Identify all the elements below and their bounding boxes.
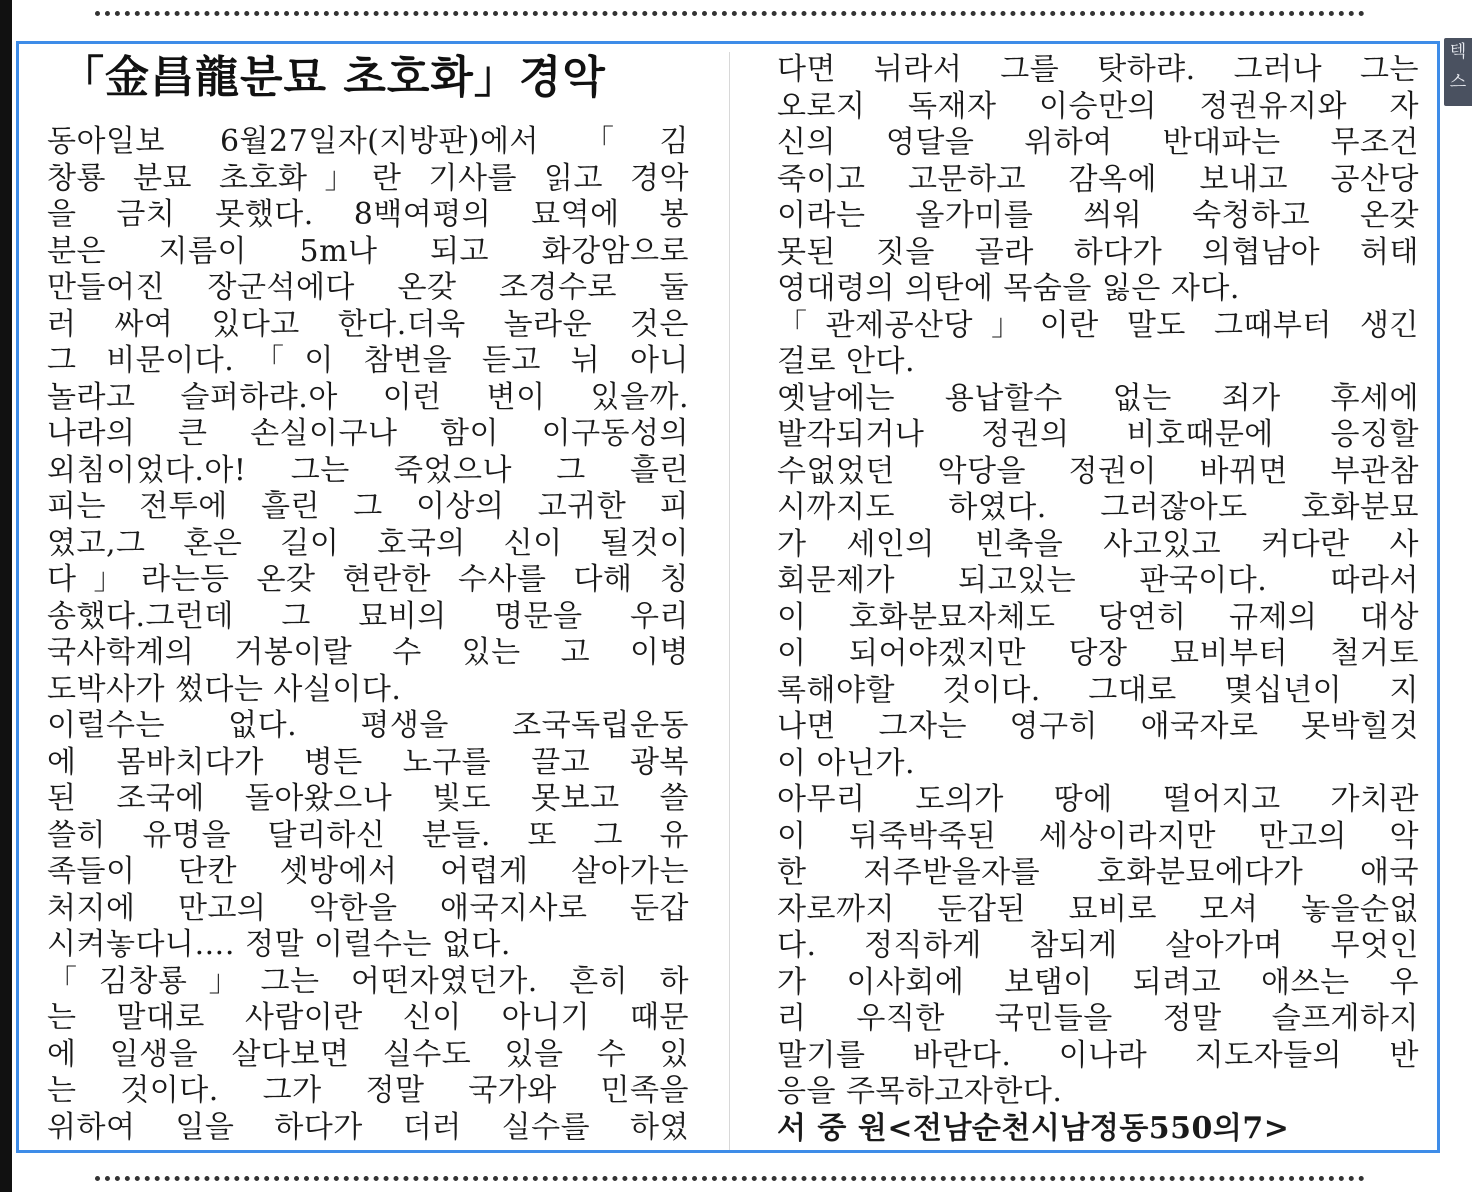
text-line: 신의 영달을 위하여 반대파는 무조건 — [777, 125, 1419, 160]
text-line: 영대령의 의탄에 목숨을 잃은 자다. — [777, 271, 1240, 306]
side-tab-char-2: 스 — [1449, 72, 1467, 92]
side-text-tab[interactable] — [1444, 38, 1472, 106]
text-line: 나라의 큰 손실이구나 함이 이구동성의 — [47, 416, 689, 451]
text-line: 아무리 도의가 땅에 떨어지고 가치관 — [777, 782, 1419, 817]
text-line: 나면 그자는 영구히 애국자로 못박힐것 — [777, 709, 1419, 744]
text-line: 록해야할 것이다. 그대로 몇십년이 지 — [777, 672, 1419, 708]
text-line: 이 뒤죽박죽된 세상이라지만 만고의 악 — [777, 818, 1419, 854]
text-line: 국사학계의 거봉이랄 수 있는 고 이병 — [47, 635, 689, 670]
text-line: 죽이고 고문하고 감옥에 보내고 공산당 — [777, 161, 1419, 197]
text-line: 다. 정직하게 참되게 살아가며 무엇인 — [777, 928, 1419, 963]
text-line: 에 몸바치다가 병든 노구를 끌고 광복 — [47, 744, 689, 780]
text-line: 응을 주목하고자한다. — [777, 1074, 1063, 1109]
text-line: 다면 뉘라서 그를 탓하랴. 그러나 그는 — [777, 52, 1419, 87]
column-divider — [729, 52, 730, 1150]
text-line: 「관제공산당」이란 말도 그때부터 생긴 — [777, 307, 1419, 343]
text-line: 에 일생을 살다보면 실수도 있을 수 있 — [47, 1036, 689, 1072]
text-line: 이라는 올가미를 씌워 숙청하고 온갖 — [777, 198, 1419, 233]
text-line: 옛날에는 용납할수 없는 죄가 후세에 — [777, 380, 1419, 416]
text-line: 이 호화분묘자체도 당연히 규제의 대상 — [777, 599, 1419, 635]
text-line: 족들이 단칸 셋방에서 어렵게 살아가는 — [47, 854, 689, 889]
text-line: 발각되거나 정권의 비호때문에 응징할 — [777, 417, 1419, 452]
text-line: 이 아닌가. — [777, 745, 915, 781]
bottom-dotted-rule — [95, 1176, 1365, 1181]
text-line: 그 비문이다.「이 참변을 듣고 뉘 아니 — [47, 343, 689, 378]
text-line: 였고,그 혼은 길이 호국의 신이 될것이 — [47, 525, 689, 561]
text-line: 분은 지름이 5m나 되고 화강암으로 — [47, 233, 689, 269]
text-line: 가 이사회에 보탬이 되려고 애쓰는 우 — [777, 964, 1419, 1000]
text-line: 만들어진 장군석에다 온갖 조경수로 둘 — [47, 270, 689, 305]
text-line: 외침이었다.아! 그는 죽었으나 그 흘린 — [47, 452, 689, 488]
text-line: 쓸히 유명을 달리하신 분들. 또 그 유 — [47, 817, 689, 853]
page-edge — [0, 0, 12, 1192]
text-line: 다」라는등 온갖 현란한 수사를 다해 칭 — [47, 562, 689, 597]
article-title: 「金昌龍분묘 초호화」경악 — [60, 52, 606, 103]
text-line: 가 세인의 빈축을 사고있고 커다란 사 — [777, 526, 1419, 562]
text-line: 자로까지 둔갑된 묘비로 모셔 놓을순없 — [777, 891, 1419, 927]
text-line: 동아일보 6월27일자(지방판)에서「김 — [47, 124, 689, 159]
text-line: 러 싸여 있다고 한다.더욱 놀라운 것은 — [47, 306, 689, 342]
text-line: 수없었던 악당을 정권이 바뀌면 부관참 — [777, 453, 1419, 489]
text-line: 걸로 안다. — [777, 344, 915, 379]
text-line: 오로지 독재자 이승만의 정권유지와 자 — [777, 88, 1419, 124]
text-line: 송했다.그런데 그 묘비의 명문을 우리 — [47, 598, 689, 634]
top-dotted-rule — [95, 11, 1365, 16]
text-line: 시까지도 하였다. 그러잖아도 호화분묘 — [777, 490, 1419, 525]
author-signature: 서 중 원<전남순천시남정동550의7> — [777, 1110, 1290, 1146]
text-line: 회문제가 되고있는 판국이다. 따라서 — [777, 563, 1419, 598]
text-line: 도박사가 썼다는 사실이다. — [47, 671, 402, 707]
text-line: 말기를 바란다. 이나라 지도자들의 반 — [777, 1037, 1419, 1073]
text-line: 는 것이다. 그가 정말 국가와 민족을 — [47, 1073, 689, 1108]
text-line: 처지에 만고의 악한을 애국지사로 둔갑 — [47, 890, 689, 926]
text-line: 위하여 일을 하다가 더러 실수를 하였 — [47, 1109, 689, 1145]
side-tab-char-1: 텍 — [1449, 42, 1467, 62]
text-line: 「김창룡」그는 어떤자였던가. 흔히 하 — [47, 963, 689, 999]
text-line: 시켜놓다니…. 정말 이럴수는 없다. — [47, 927, 511, 962]
text-line: 이럴수는 없다. 평생을 조국독립운동 — [47, 708, 689, 743]
text-line: 을 금치 못했다. 8백여평의 묘역에 봉 — [47, 197, 689, 232]
text-line: 리 우직한 국민들을 정말 슬프게하지 — [777, 1001, 1419, 1036]
text-line: 된 조국에 돌아왔으나 빛도 못보고 쓸 — [47, 781, 689, 816]
text-line: 한 저주받을자를 호화분묘에다가 애국 — [777, 855, 1419, 890]
text-line: 못된 짓을 골라 하다가 의협남아 허태 — [777, 234, 1419, 270]
text-line: 이 되어야겠지만 당장 묘비부터 철거토 — [777, 636, 1419, 671]
text-line: 놀라고 슬퍼하랴.아 이런 변이 있을까. — [47, 379, 689, 415]
text-line: 창룡 분묘 초호화」란 기사를 읽고 경악 — [47, 160, 689, 196]
text-line: 는 말대로 사람이란 신이 아니기 때문 — [47, 1000, 689, 1035]
text-line: 피는 전투에 흘린 그 이상의 고귀한 피 — [47, 489, 689, 524]
